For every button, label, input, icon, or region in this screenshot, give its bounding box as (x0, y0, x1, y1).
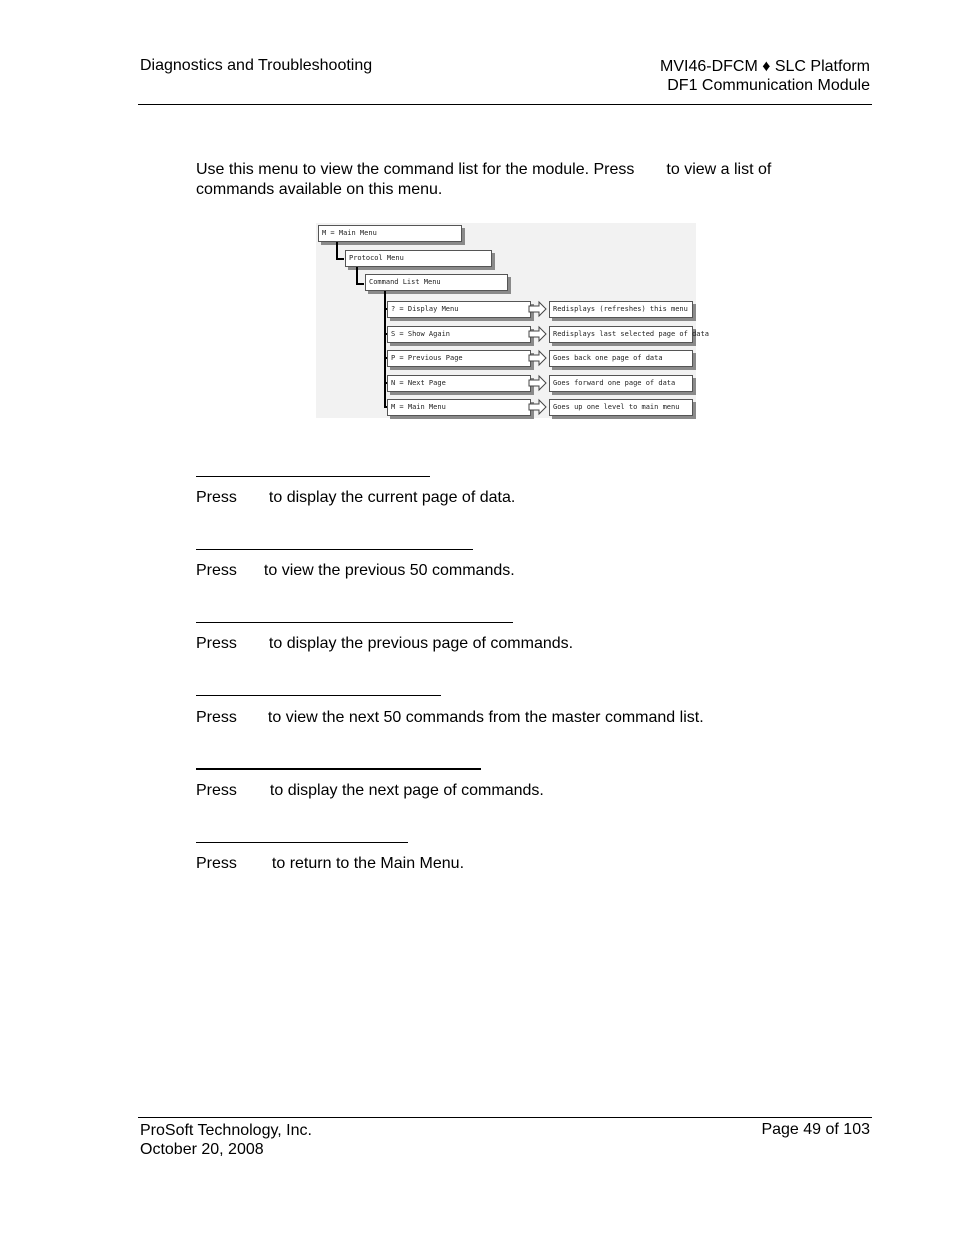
diagram-command-list-menu-box: Command List Menu (365, 274, 508, 291)
section-paragraph (196, 709, 704, 727)
press-word: Press (196, 709, 237, 726)
section-paragraph (196, 855, 464, 873)
section-heading-rule (196, 768, 481, 770)
diagram-command-desc-box: Redisplays (refreshes) this menu (549, 301, 693, 318)
right-arrow-icon (529, 351, 547, 365)
diagram-command-key-box: M = Main Menu (387, 399, 531, 416)
diagram-command-key-box: ? = Display Menu (387, 301, 531, 318)
section-heading-rule (196, 476, 430, 477)
header-subtitle: DF1 Communication Module (667, 77, 870, 94)
command-list-menu-diagram (316, 223, 709, 418)
section-heading-rule (196, 842, 408, 843)
section-text: to display the current page of data. (268, 489, 516, 506)
footer-date: October 20, 2008 (140, 1141, 264, 1158)
press-word: Press (196, 562, 237, 579)
footer-page-number: Page 49 of 103 (761, 1121, 870, 1138)
footer-company: ProSoft Technology, Inc. (140, 1122, 312, 1139)
section-text: to view the previous 50 commands. (263, 562, 515, 579)
diagram-command-desc-box: Redisplays last selected page of data (549, 326, 693, 343)
header-section-title: Diagnostics and Troubleshooting (140, 57, 373, 74)
intro-text-part2: to view a list of commands available on this menu. (196, 161, 772, 198)
diagram-command-desc-box: Goes forward one page of data (549, 375, 693, 392)
diagram-protocol-menu-box: Protocol Menu (345, 250, 492, 267)
header-divider (138, 104, 872, 105)
footer-left (140, 1121, 312, 1159)
diagram-command-key-box: P = Previous Page (387, 350, 531, 367)
header-product-info (660, 57, 870, 95)
diagram-command-key-box: N = Next Page (387, 375, 531, 392)
press-word: Press (196, 489, 237, 506)
diagram-main-menu-box: M = Main Menu (318, 225, 462, 242)
press-word: Press (196, 635, 237, 652)
section-paragraph (196, 635, 573, 653)
diagram-command-desc-box: Goes back one page of data (549, 350, 693, 367)
diagram-command-key-box: S = Show Again (387, 326, 531, 343)
section-heading-rule (196, 549, 473, 550)
section-paragraph (196, 562, 515, 580)
right-arrow-icon (529, 302, 547, 316)
right-arrow-icon (529, 327, 547, 341)
header-product: MVI46-DFCM ♦ SLC Platform (660, 58, 870, 75)
intro-text-part1: Use this menu to view the command list for the module. Press (196, 161, 635, 178)
intro-paragraph (196, 160, 836, 200)
right-arrow-icon (529, 400, 547, 414)
footer-divider (138, 1117, 872, 1118)
diagram-connector (336, 258, 344, 260)
press-word: Press (196, 855, 237, 872)
right-arrow-icon (529, 376, 547, 390)
diagram-command-desc-box: Goes up one level to main menu (549, 399, 693, 416)
section-paragraph (196, 489, 515, 507)
section-text: to view the next 50 commands from the master command list. (267, 709, 704, 726)
section-heading-rule (196, 622, 513, 623)
section-text: to display the next page of commands. (269, 782, 544, 799)
press-word: Press (196, 782, 237, 799)
section-text: to display the previous page of commands. (268, 635, 574, 652)
section-text: to return to the Main Menu. (271, 855, 465, 872)
section-heading-rule (196, 695, 441, 696)
section-paragraph (196, 782, 544, 800)
diagram-connector (356, 283, 364, 285)
